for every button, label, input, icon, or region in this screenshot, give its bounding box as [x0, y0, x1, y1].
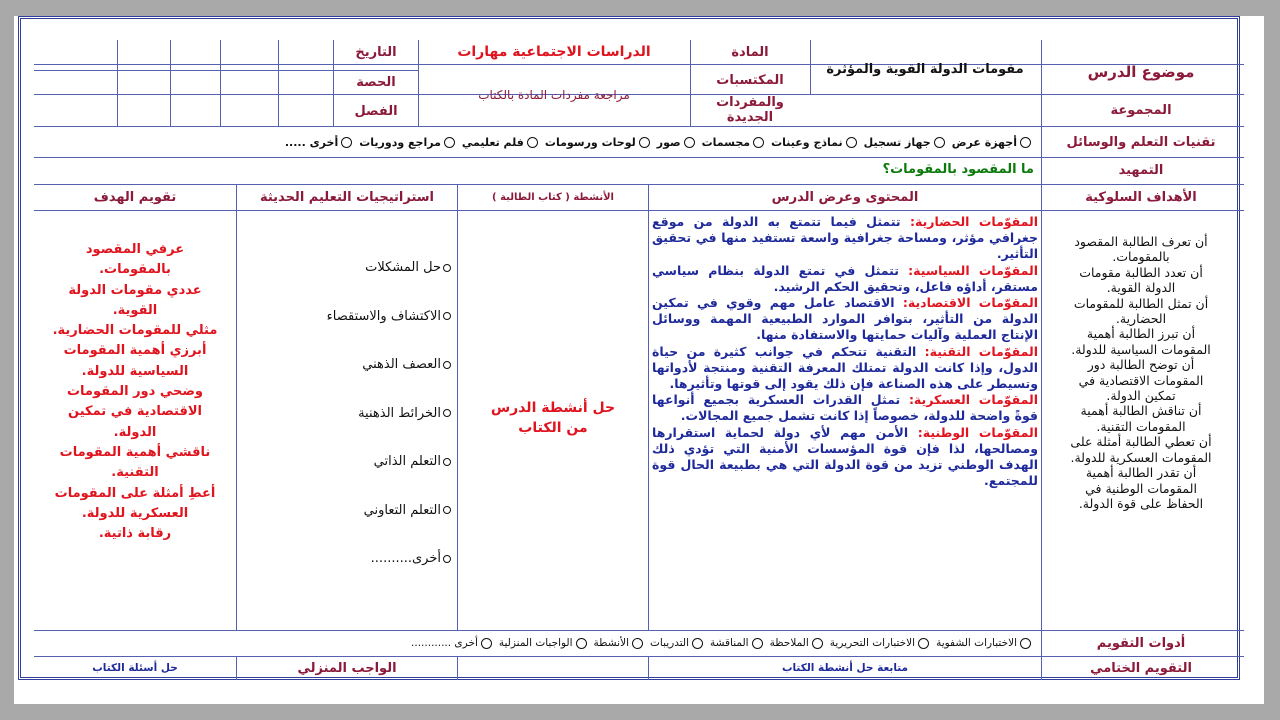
- radio-icon[interactable]: [639, 137, 650, 148]
- radio-icon[interactable]: [918, 638, 929, 649]
- evaluation-line: الدولة.: [113, 424, 157, 440]
- assessment-tools-options: [411, 632, 1034, 654]
- content-title: المقوّمات السياسية:: [898, 262, 1038, 278]
- objectives-header: الأهداف السلوكية: [1085, 189, 1197, 205]
- col-divider: [457, 184, 458, 630]
- tool-option[interactable]: [545, 136, 653, 149]
- content-text: تتمثل فيما تتمتع به الدولة من موقع جغرافي مؤثر، ومساحة جغرافية واسعة تستفيد منها في تحقيق التأثير.: [652, 214, 1038, 262]
- content-paragraph: [652, 295, 1038, 344]
- strategy-label: التعلم التعاوني: [363, 502, 441, 518]
- tool-option-label: أجهزة عرض: [951, 135, 1017, 149]
- tool-option-label: أخرى .....: [284, 135, 339, 149]
- objective-line: أن تناقش الطالبة أهمية: [1080, 403, 1202, 419]
- evaluation-line: التقنية.: [111, 465, 159, 481]
- strategy-item[interactable]: [362, 357, 451, 372]
- tools-label: تقنيات التعلم والوسائل: [1066, 134, 1216, 150]
- evaluation-line: العسكرية للدولة.: [81, 505, 189, 521]
- intro-label: التمهيد: [1118, 163, 1164, 178]
- final-eval-label: التقويم الختامي: [1090, 660, 1192, 676]
- assessment-option-label: الاختبارات التحريرية: [829, 637, 916, 649]
- lesson-topic-label: موضوع الدرس: [1087, 63, 1195, 81]
- content-paragraph: [652, 214, 1038, 263]
- objective-line: المقومات العسكرية للدولة.: [1070, 449, 1212, 465]
- group-label: المجموعة: [1110, 102, 1172, 118]
- objective-line: بالمقومات.: [1112, 249, 1170, 265]
- subject-label: المادة: [731, 44, 769, 60]
- strategy-label: الخرائط الذهنية: [358, 405, 441, 421]
- content-title: المقوّمات التقنية:: [916, 343, 1038, 359]
- objectives-list: [1044, 234, 1238, 511]
- col-divider: [117, 40, 118, 126]
- tool-option[interactable]: [285, 136, 355, 149]
- content-paragraph: [652, 344, 1038, 393]
- strategies-header: استراتيجيات التعليم الحديثة: [259, 189, 435, 205]
- objective-line: المقومات التقنية.: [1096, 418, 1186, 434]
- strategy-label: التعلم الذاتي: [373, 454, 441, 469]
- period-label: الحصة: [356, 74, 396, 90]
- evaluation-line: عرفي المقصود: [85, 242, 185, 257]
- content-text: الأمن مهم لأي دولة لحماية استقرارها ومصالحها، لذا فإن قوة المؤسسات الأمنية التي تؤدي ذلك الهدف الوطني تزيد من قوة الدولة التي هي بطبيعة الحال قوة للمجتمع.: [652, 424, 1038, 489]
- evaluation-line: أبرزي أهمية المقومات: [63, 343, 207, 359]
- objective-line: أن تعدد الطالبة مقومات: [1079, 264, 1203, 280]
- radio-icon[interactable]: [684, 137, 695, 148]
- tool-option[interactable]: [657, 136, 698, 149]
- content-title: المقوّمات الوطنية:: [908, 424, 1038, 440]
- evaluation-line: رقابة ذاتية.: [98, 526, 172, 542]
- content-paragraph: [652, 425, 1038, 490]
- strategy-item[interactable]: [364, 503, 451, 518]
- evaluation-line: وضحي دور المقومات: [66, 384, 203, 400]
- activities-text: حل أنشطة الدرس من الكتاب: [490, 400, 616, 436]
- assessment-option[interactable]: [650, 637, 706, 649]
- tool-option[interactable]: [359, 136, 458, 149]
- evaluation-line: بالمقومات.: [99, 262, 171, 278]
- assessment-option-label: الواجبات المنزلية: [498, 637, 573, 649]
- assessment-option-label: الأنشطة: [593, 637, 629, 649]
- content-paragraph: [652, 392, 1038, 424]
- content-text: تتمثل في تمتع الدولة بنظام سياسي مستقر، أداؤه فاعل، وتحقيق الحكم الرشيد.: [652, 262, 1038, 294]
- row-divider: [34, 630, 1244, 631]
- objective-line: الحفاظ على قوة الدولة.: [1078, 495, 1204, 511]
- strategy-label: أخرى..........: [370, 551, 441, 566]
- evaluation-list: [38, 240, 232, 544]
- radio-icon[interactable]: [443, 458, 451, 466]
- radio-icon[interactable]: [1020, 638, 1031, 649]
- objective-line: الدولة القوية.: [1106, 280, 1176, 296]
- assessment-option[interactable]: [830, 637, 932, 649]
- strategy-label: الاكتشاف والاستقصاء: [326, 308, 441, 324]
- radio-icon[interactable]: [752, 638, 763, 649]
- tool-option-label: نماذج وعينات: [771, 135, 843, 149]
- radio-icon[interactable]: [481, 638, 492, 649]
- evaluation-header: تقويم الهدف: [93, 189, 177, 205]
- radio-icon[interactable]: [812, 638, 823, 649]
- strategy-label: حل المشكلات: [365, 260, 441, 275]
- objective-line: أن تعطي الطالبة أمثلة على: [1070, 434, 1212, 450]
- col-divider: [170, 40, 171, 126]
- radio-icon[interactable]: [443, 555, 451, 563]
- radio-icon[interactable]: [443, 264, 451, 272]
- objective-line: المقومات الوطنية في: [1085, 480, 1197, 496]
- tool-option-label: صور: [656, 135, 681, 149]
- assessment-option-label: المناقشة: [710, 637, 749, 649]
- tool-option[interactable]: [952, 136, 1034, 149]
- objective-line: تمكين الدولة.: [1106, 388, 1176, 404]
- radio-icon[interactable]: [443, 312, 451, 320]
- content-text: الاقتصاد عامل مهم وقوي في تمكين الدولة من التأثير، بتوافر الموارد الطبيعية المهمة ووسائل الإنتاج العملية وآليات حمايتها والاستفادة منها.: [652, 295, 1038, 343]
- class-label: الفصل: [354, 103, 398, 119]
- content-body: [652, 214, 1038, 489]
- radio-icon[interactable]: [527, 137, 538, 148]
- tools-options: [285, 128, 1034, 156]
- assessment-option[interactable]: [936, 637, 1034, 649]
- evaluation-line: عددي مقومات الدولة: [68, 282, 202, 298]
- strategy-item[interactable]: [365, 260, 451, 275]
- assessment-option[interactable]: [411, 637, 495, 649]
- strategy-item[interactable]: [374, 454, 451, 469]
- activities-header: الأنشطة ( كتاب الطالبة ): [492, 191, 614, 203]
- objective-line: المقومات السياسية للدولة.: [1071, 341, 1211, 357]
- objective-line: الحضارية.: [1115, 311, 1167, 327]
- new-vocab-label: والمفردات الجديدة: [716, 95, 784, 125]
- assessment-option[interactable]: [499, 637, 590, 649]
- gains-value[interactable]: مراجعة مفردات المادة بالكتاب: [478, 88, 630, 102]
- col-divider: [220, 40, 221, 126]
- lesson-topic-value[interactable]: مقومات الدولة القوية والمؤثرة: [826, 61, 1024, 77]
- radio-icon[interactable]: [753, 137, 764, 148]
- assessment-option-label: أخرى ............: [411, 637, 478, 649]
- assessment-option-label: الاختبارات الشفوية: [936, 637, 1017, 649]
- strategies-list: [237, 210, 457, 630]
- radio-icon[interactable]: [576, 638, 587, 649]
- radio-icon[interactable]: [341, 137, 352, 148]
- objective-line: أن تقدر الطالبة أهمية: [1085, 465, 1197, 481]
- final-eval-value[interactable]: متابعة حل أنشطة الكتاب: [781, 662, 909, 674]
- content-text: تمثل القدرات العسكرية بجميع أنواعها قوةً واضحة للدولة، خصوصاً إذا كانت تشمل جميع المجالات.: [652, 392, 1038, 424]
- radio-icon[interactable]: [632, 638, 643, 649]
- radio-icon[interactable]: [443, 409, 451, 417]
- row-divider: [34, 210, 1244, 211]
- content-paragraph: [652, 263, 1038, 295]
- strategy-item[interactable]: [371, 551, 451, 566]
- row-divider: [34, 126, 1244, 127]
- radio-icon[interactable]: [934, 137, 945, 148]
- objective-line: أن تبرز الطالبة أهمية: [1086, 326, 1196, 342]
- radio-icon[interactable]: [444, 137, 455, 148]
- objective-line: أن تعرف الطالبة المقصود: [1074, 234, 1208, 249]
- content-title: المقوّمات الاقتصادية:: [894, 295, 1038, 311]
- content-header: المحتوى وعرض الدرس: [771, 189, 919, 205]
- tool-option[interactable]: [462, 136, 541, 149]
- evaluation-line: ناقشي أهمية المقومات: [59, 444, 211, 460]
- strategy-item[interactable]: [327, 309, 451, 324]
- homework-value[interactable]: حل أسئلة الكتاب: [92, 662, 178, 674]
- content-title: المقوّمات الحضارية:: [900, 214, 1039, 229]
- date-label: التاريخ: [355, 44, 397, 60]
- strategy-item[interactable]: [358, 406, 451, 421]
- assessment-option[interactable]: [770, 637, 826, 649]
- gains-label: المكتسبات: [716, 72, 784, 88]
- radio-icon[interactable]: [443, 361, 451, 369]
- content-text: التقنية تتحكم في جوانب كثيرة من حياة الدول، وإذا كانت الدولة تمتلك المعرفة التقنية ومنتجة لأدواتها وتسيطر على هذه الصناعة فإن ذلك يقود إلى قوتها وتأثيرها.: [652, 343, 1038, 392]
- evaluation-line: مثلي للمقومات الحضارية.: [52, 323, 218, 339]
- objective-line: أن توضح الطالبة دور: [1087, 357, 1195, 373]
- homework-label: الواجب المنزلي: [297, 660, 397, 676]
- col-divider: [648, 184, 649, 630]
- tool-option[interactable]: [864, 136, 948, 149]
- radio-icon[interactable]: [846, 137, 857, 148]
- tool-option-label: لوحات ورسومات: [544, 135, 636, 149]
- evaluation-line: أعطِ أمثلة على المقومات: [54, 485, 216, 501]
- evaluation-line: السياسية للدولة.: [81, 363, 189, 379]
- evaluation-line: الاقتصادية في تمكين: [68, 404, 202, 420]
- radio-icon[interactable]: [443, 506, 451, 514]
- assessment-option[interactable]: [710, 637, 766, 649]
- radio-icon[interactable]: [692, 638, 703, 649]
- objective-line: المقومات الاقتصادية في: [1078, 372, 1204, 388]
- strategy-label: العصف الذهني: [362, 357, 441, 372]
- intro-question: ما المقصود بالمقومات؟: [882, 162, 1034, 177]
- radio-icon[interactable]: [1020, 137, 1031, 148]
- content-title: المقوّمات العسكرية:: [900, 392, 1038, 408]
- tool-option-label: مراجع ودوريات: [359, 135, 441, 149]
- assessment-tools-label: أدوات التقويم: [1096, 635, 1186, 651]
- assessment-option-label: الملاحظة: [769, 637, 809, 649]
- tool-option[interactable]: [702, 136, 768, 149]
- tool-option-label: مجسمات: [701, 135, 751, 149]
- tool-option[interactable]: [771, 136, 860, 149]
- evaluation-line: القوية.: [112, 302, 158, 318]
- assessment-option[interactable]: [594, 637, 646, 649]
- assessment-option-label: التدريبات: [649, 637, 690, 649]
- subject-value[interactable]: الدراسات الاجتماعية مهارات: [457, 44, 651, 60]
- tool-option-label: فلم تعليمي: [461, 135, 524, 149]
- objective-line: أن تمثل الطالبة للمقومات: [1073, 295, 1209, 311]
- tool-option-label: جهاز تسجيل: [863, 135, 931, 149]
- col-divider: [457, 656, 458, 680]
- col-divider: [278, 40, 279, 126]
